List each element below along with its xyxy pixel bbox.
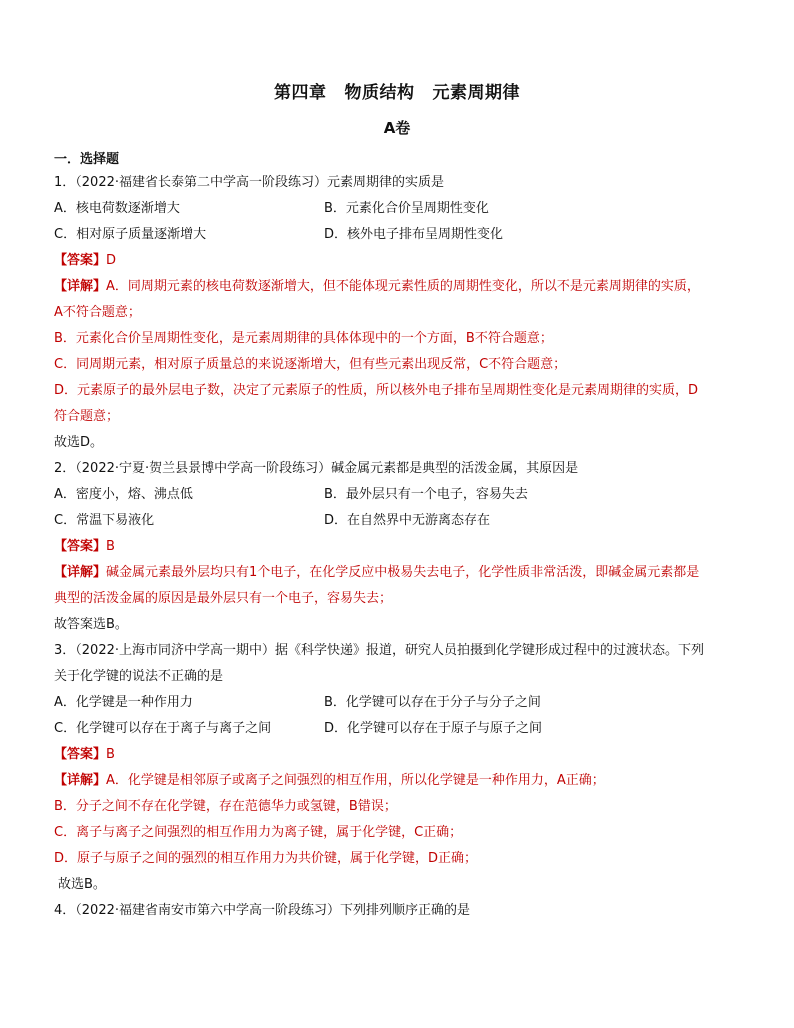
detail-text: A．化学键是相邻原子或离子之间强烈的相互作用，所以化学键是一种作用力，A正确； [106, 773, 605, 788]
detail-line [54, 274, 744, 300]
option-b: B．化学键可以存在于分子与分子之间 [324, 695, 541, 710]
detail-line: B．元素化合价呈周期性变化，是元素周期律的具体体现中的一个方面，B不符合题意； [54, 331, 553, 346]
option-row [54, 716, 744, 742]
answer-label: 【答案】 [54, 253, 107, 268]
chapter-number: 第四章 [274, 83, 327, 103]
answer-line [54, 534, 744, 560]
chapter-topic-1: 物质结构 [344, 83, 415, 103]
section-title: 一．选择题 [54, 152, 120, 167]
option-b: B．最外层只有一个电子，容易失去 [324, 487, 528, 502]
answer-line [54, 742, 744, 768]
option-c: C．化学键可以存在于离子与离子之间 [54, 721, 272, 736]
question-list [54, 170, 744, 924]
conclusion: 故选B。 [58, 877, 106, 892]
detail-line: D．元素原子的最外层电子数，决定了元素原子的性质，所以核外电子排布呈周期性变化是元素周期律的实质，D [54, 383, 699, 398]
option-a: A．核电荷数逐渐增大 [54, 201, 180, 216]
option-row [54, 222, 744, 248]
option-d: D．化学键可以存在于原子与原子之间 [324, 721, 543, 736]
answer-value: B [106, 747, 115, 762]
answer-label: 【答案】 [54, 539, 107, 554]
answer-value: B [106, 539, 115, 554]
question-1 [54, 170, 744, 456]
question-stem: 2．（2022·宁夏·贺兰县景博中学高一阶段练习）碱金属元素都是典型的活泼金属，其原因是 [54, 461, 579, 476]
detail-label: 【详解】 [54, 279, 107, 294]
chapter-topic-2: 元素周期律 [432, 83, 520, 103]
chapter-title [0, 78, 794, 103]
detail-line: C．同周期元素，相对原子质量总的来说逐渐增大，但有些元素出现反常，C不符合题意； [54, 357, 567, 372]
conclusion: 故答案选B。 [54, 617, 128, 632]
detail-line: D．原子与原子之间的强烈的相互作用力为共价键，属于化学键，D正确； [54, 851, 478, 866]
detail-label: 【详解】 [54, 773, 107, 788]
detail-line: 符合题意； [54, 409, 120, 424]
option-row [54, 508, 744, 534]
answer-label: 【答案】 [54, 747, 107, 762]
option-row [54, 482, 744, 508]
detail-text: 碱金属元素最外层均只有1个电子，在化学反应中极易失去电子，化学性质非常活泼，即碱金属元素都是 [106, 565, 700, 580]
option-a: A．密度小，熔、沸点低 [54, 487, 193, 502]
answer-value: D [106, 253, 117, 268]
option-row [54, 196, 744, 222]
detail-line [54, 768, 744, 794]
option-c: C．常温下易液化 [54, 513, 155, 528]
question-stem: 4．（2022·福建省南安市第六中学高一阶段练习）下列排列顺序正确的是 [54, 903, 470, 918]
option-a: A．化学键是一种作用力 [54, 695, 193, 710]
detail-line: B．分子之间不存在化学键，存在范德华力或氢键，B错误； [54, 799, 397, 814]
option-c: C．相对原子质量逐渐增大 [54, 227, 207, 242]
detail-line: 典型的活泼金属的原因是最外层只有一个电子，容易失去； [54, 591, 393, 606]
detail-label: 【详解】 [54, 565, 107, 580]
option-d: D．核外电子排布呈周期性变化 [324, 227, 504, 242]
answer-line [54, 248, 744, 274]
question-3 [54, 638, 744, 898]
conclusion: 故选D。 [54, 435, 104, 450]
option-row [54, 690, 744, 716]
option-d: D．在自然界中无游离态存在 [324, 513, 491, 528]
detail-text: A．同周期元素的核电荷数逐渐增大，但不能体现元素性质的周期性变化，所以不是元素周期律的实质， [106, 279, 700, 294]
option-b: B．元素化合价呈周期性变化 [324, 201, 489, 216]
question-stem-continued: 关于化学键的说法不正确的是 [54, 669, 224, 684]
question-stem: 3．（2022·上海市同济中学高一期中）据《科学快递》报道，研究人员拍摄到化学键形成过程中的过渡状态。下列 [54, 643, 704, 658]
question-stem: 1．（2022·福建省长泰第二中学高一阶段练习）元素周期律的实质是 [54, 175, 444, 190]
detail-line [54, 560, 744, 586]
volume-title: A卷 [383, 119, 411, 137]
question-2 [54, 456, 744, 638]
detail-line: C．离子与离子之间强烈的相互作用力为离子键，属于化学键，C正确； [54, 825, 463, 840]
detail-line: A不符合题意； [54, 305, 141, 320]
question-4 [54, 898, 744, 924]
